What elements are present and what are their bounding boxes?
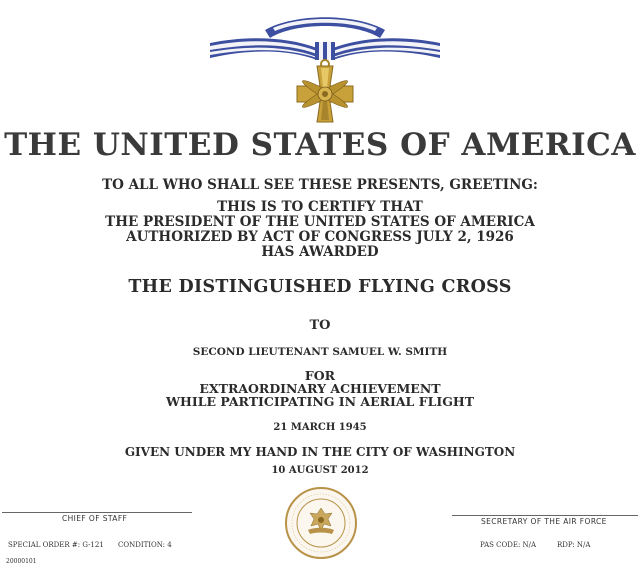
certificate-title: THE UNITED STATES OF AMERICA	[4, 127, 636, 163]
rdp-code: RDP: N/A	[557, 541, 591, 549]
medal-ribbon-icon	[210, 17, 440, 60]
given-statement: GIVEN UNDER MY HAND IN THE CITY OF WASHINGTON	[124, 445, 516, 459]
air-force-seal-icon	[284, 486, 358, 560]
serial-number: 20000101	[6, 558, 37, 565]
issue-date: 10 AUGUST 2012	[271, 465, 369, 476]
to-label: TO	[309, 318, 331, 333]
left-signature-line	[2, 512, 192, 513]
certify-line: THIS IS TO CERTIFY THAT	[217, 199, 423, 215]
flying-cross-medal-icon	[205, 8, 445, 126]
certify-line: THE PRESIDENT OF THE UNITED STATES OF AMERICA	[105, 214, 535, 230]
certify-line: HAS AWARDED	[261, 244, 379, 260]
citation-line: EXTRAORDINARY ACHIEVEMENT	[199, 381, 441, 396]
condition-code: CONDITION: 4	[118, 541, 172, 549]
certify-line: AUTHORIZED BY ACT OF CONGRESS JULY 2, 1926	[126, 229, 514, 245]
certification-statement	[0, 200, 640, 260]
recipient-name: SECOND LIEUTENANT SAMUEL W. SMITH	[192, 346, 448, 358]
citation-line: FOR	[304, 368, 336, 383]
citation-line: WHILE PARTICIPATING IN AERIAL FLIGHT	[166, 394, 474, 409]
pas-code: PAS CODE: N/A	[480, 541, 537, 549]
special-order-number: SPECIAL ORDER #: G-121	[8, 541, 104, 549]
award-name: THE DISTINGUISHED FLYING CROSS	[128, 277, 512, 297]
action-date: 21 MARCH 1945	[273, 422, 367, 433]
greeting-line: TO ALL WHO SHALL SEE THESE PRESENTS, GREETING:	[102, 177, 538, 193]
right-signature-line	[452, 515, 638, 516]
citation	[0, 369, 640, 408]
right-signature-title: SECRETARY OF THE AIR FORCE	[481, 517, 607, 526]
left-signature-title: CHIEF OF STAFF	[62, 514, 128, 523]
